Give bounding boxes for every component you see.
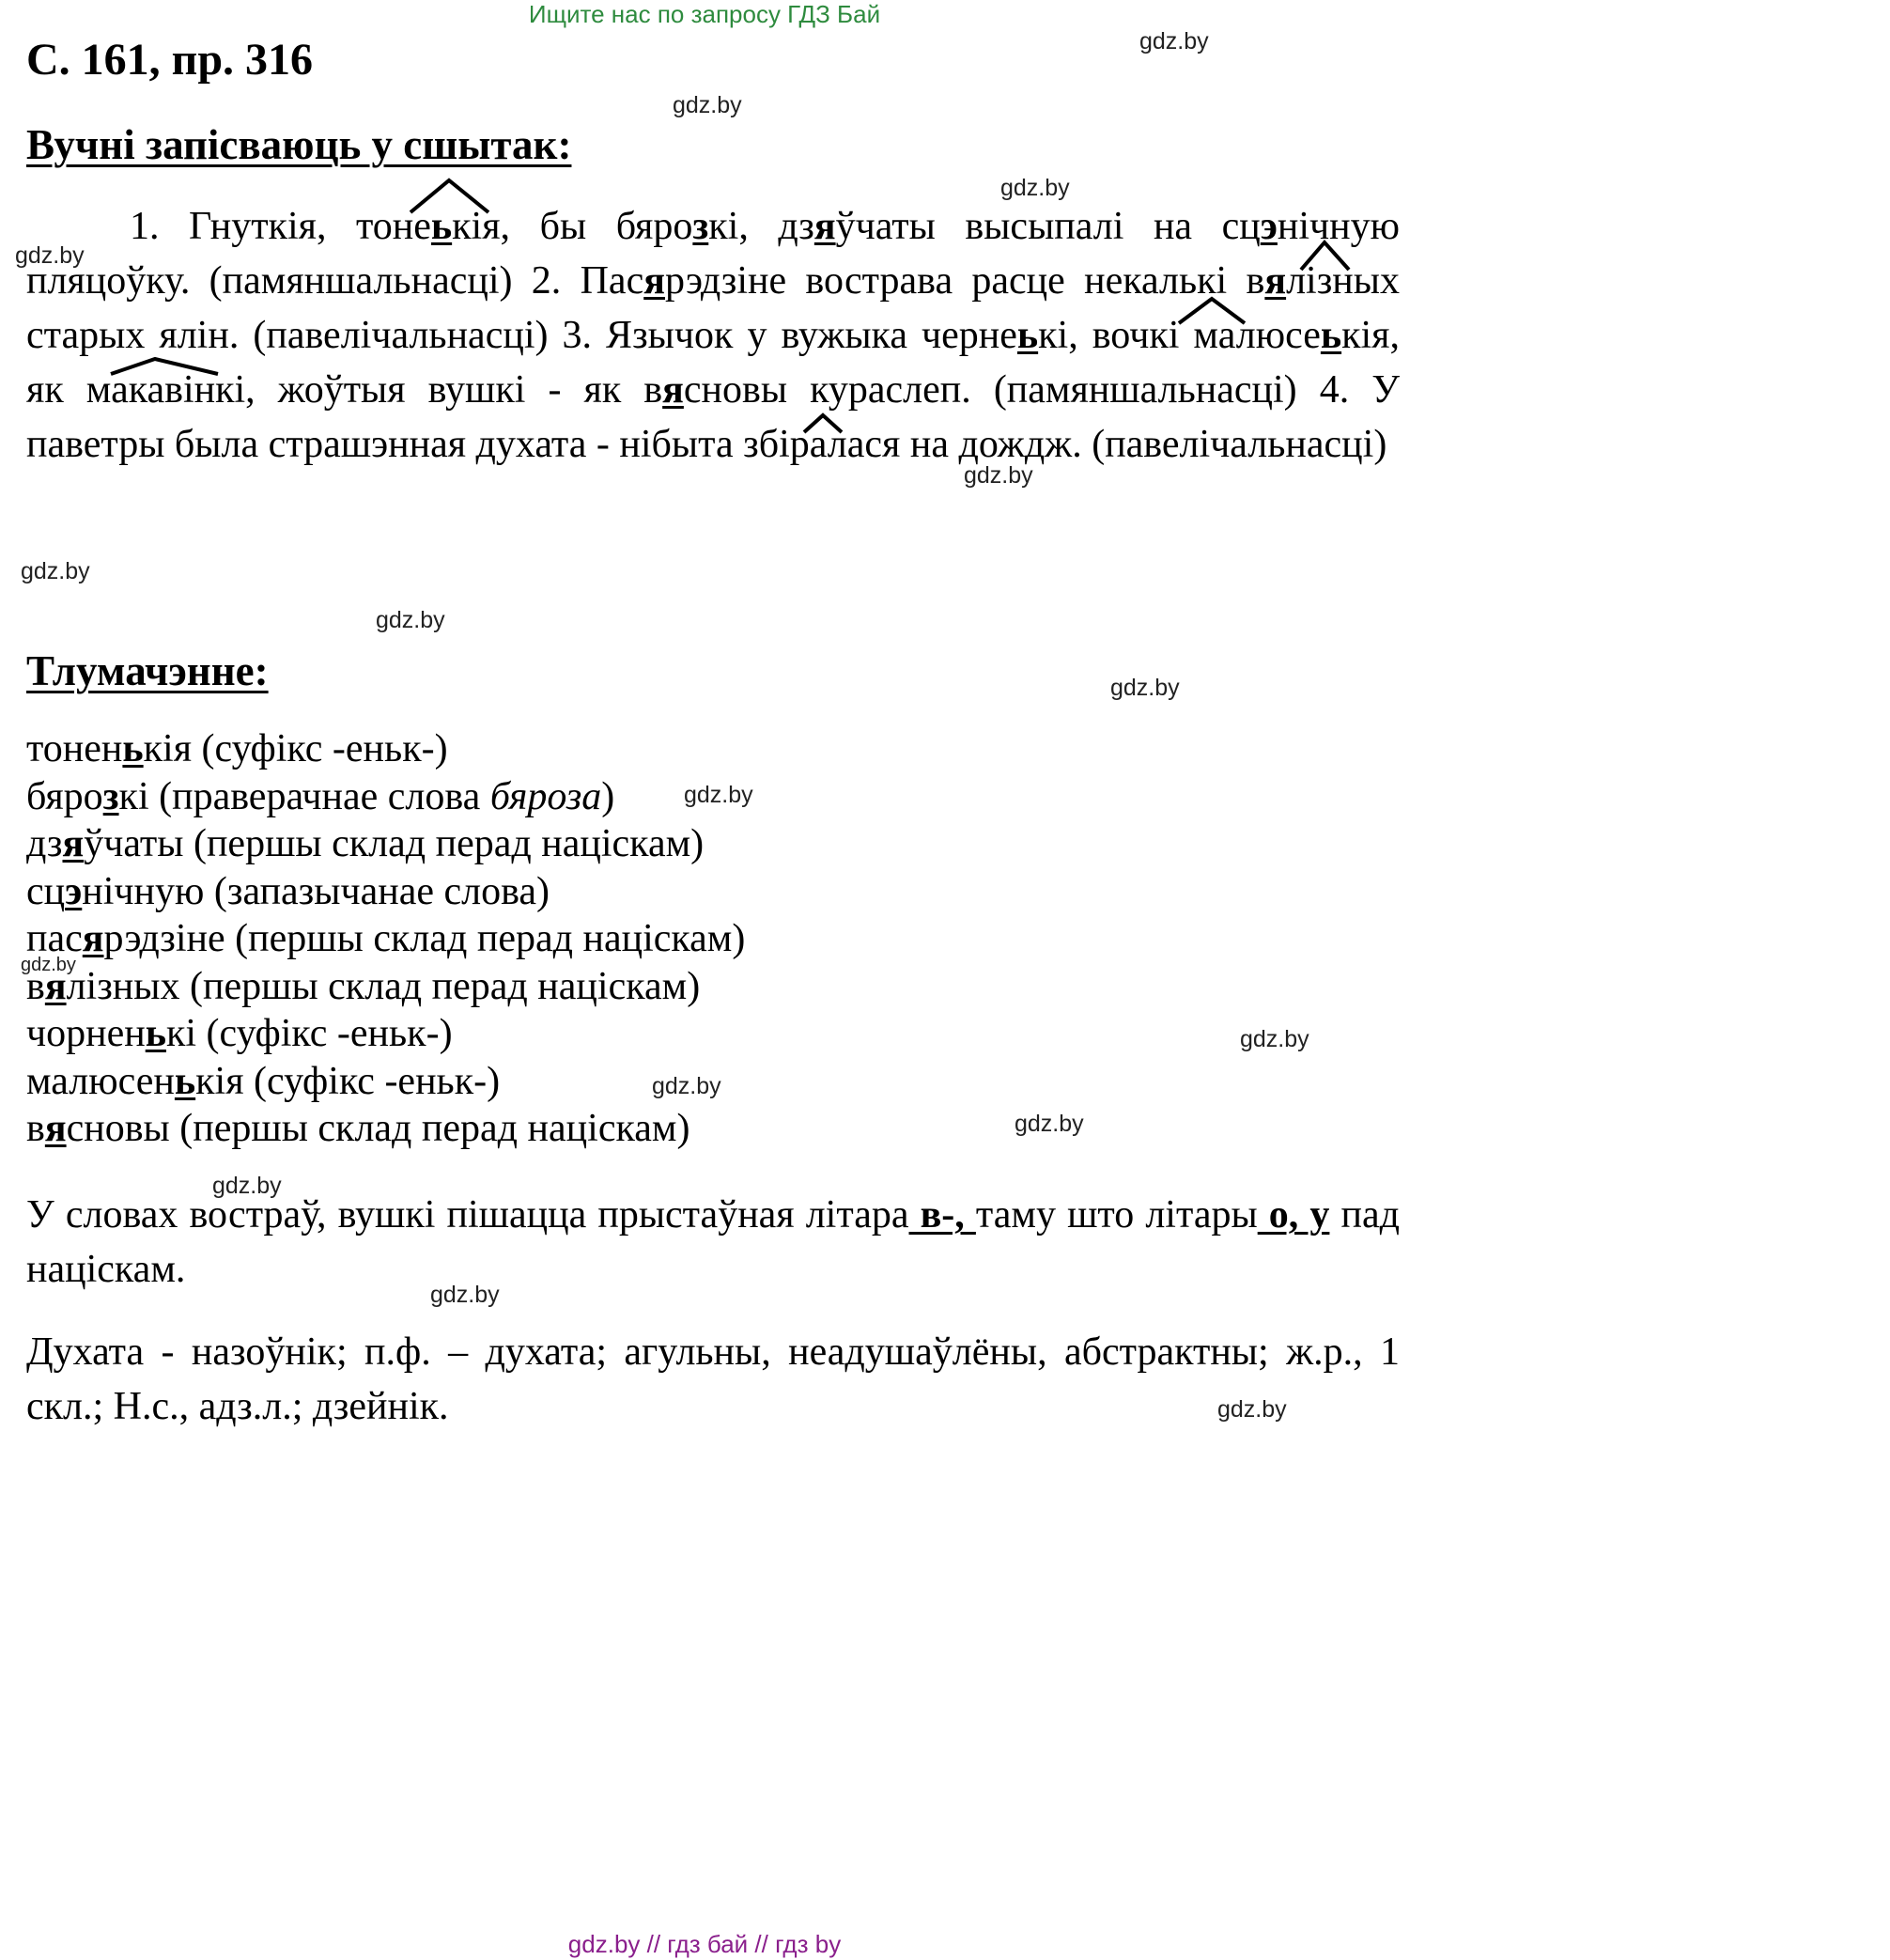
- watermark: gdz.by: [1110, 675, 1180, 701]
- explanation-item: вялізных (першы склад перад націскам): [26, 964, 701, 1008]
- explanation-item: сцэнічную (запазычанае слова): [26, 869, 550, 913]
- watermark: gdz.by: [15, 242, 85, 269]
- section-heading-explanation: Тлумачэнне:: [26, 647, 269, 694]
- explanation-item: малюсенькія (суфікс -еньк-): [26, 1059, 501, 1103]
- watermark: gdz.by: [684, 782, 753, 808]
- page-reference: С. 161, пр. 316: [26, 35, 314, 85]
- watermark: gdz.by: [21, 558, 90, 584]
- explanation-item: вясновы (першы склад перад націскам): [26, 1107, 690, 1150]
- watermark: gdz.by: [1015, 1111, 1084, 1137]
- explanation-item: чорненькі (суфікс -еньк-): [26, 1012, 453, 1055]
- watermark: gdz.by: [652, 1073, 721, 1099]
- watermark: gdz.by: [1240, 1026, 1309, 1052]
- watermark: gdz.by: [1139, 28, 1209, 54]
- explanation-item: дзяўчаты (першы склад перад націскам): [26, 822, 705, 865]
- watermark: gdz.by: [1217, 1396, 1287, 1423]
- explanation-list: [26, 725, 745, 1153]
- footer-links: gdz.by // гдз бай // гдз by: [567, 1930, 842, 1958]
- section-heading-notebook: Вучні запісваюць у сшытак:: [26, 121, 572, 168]
- exercise-text: 1. Гнуткія, тонеькія, бы бярозкі, дзяўчаты высыпалі на сцэнічную пляцоўку. (памяншальнасці) 2. Пасярэдзіне вострава расце некалькі вялізных старых ялін. (павелічальнасці) 3. Язычок у вужыка чернеькі, вочкі малюсеькія, як макавінкі, жоўтыя вушкі - як вясновы кураслеп. (памяншальнасці) 4. У паветры была страшэнная духата - нібыта збіралася на дождж. (павелічальнасці): [26, 205, 1401, 466]
- watermark: gdz.by: [430, 1282, 500, 1308]
- search-banner: Ищите нас по запросу ГДЗ Бай: [528, 0, 881, 28]
- explanation-item: бярозкі (праверачнае слова бяроза): [26, 774, 615, 818]
- watermark: gdz.by: [673, 92, 742, 118]
- watermark: gdz.by: [21, 955, 76, 975]
- watermark: gdz.by: [376, 607, 445, 633]
- watermark: gdz.by: [1000, 175, 1070, 201]
- explanation-item: тоненькія (суфікс -еньк-): [26, 727, 448, 770]
- prothetic-letter-note: У словах востраў, вушкі пішацца прыстаўная літара в-, таму што літары о, у пад націскам.: [26, 1193, 1400, 1291]
- watermark: gdz.by: [212, 1173, 282, 1199]
- explanation-item: пасярэдзіне (першы склад перад націскам): [26, 917, 746, 960]
- morphological-analysis: Духата - назоўнік; п.ф. – духата; агульны, неадушаўлёны, абстрактны; ж.р., 1 скл.; Н.с., адз.л.; дзейнік.: [26, 1330, 1400, 1428]
- watermark: gdz.by: [964, 462, 1033, 489]
